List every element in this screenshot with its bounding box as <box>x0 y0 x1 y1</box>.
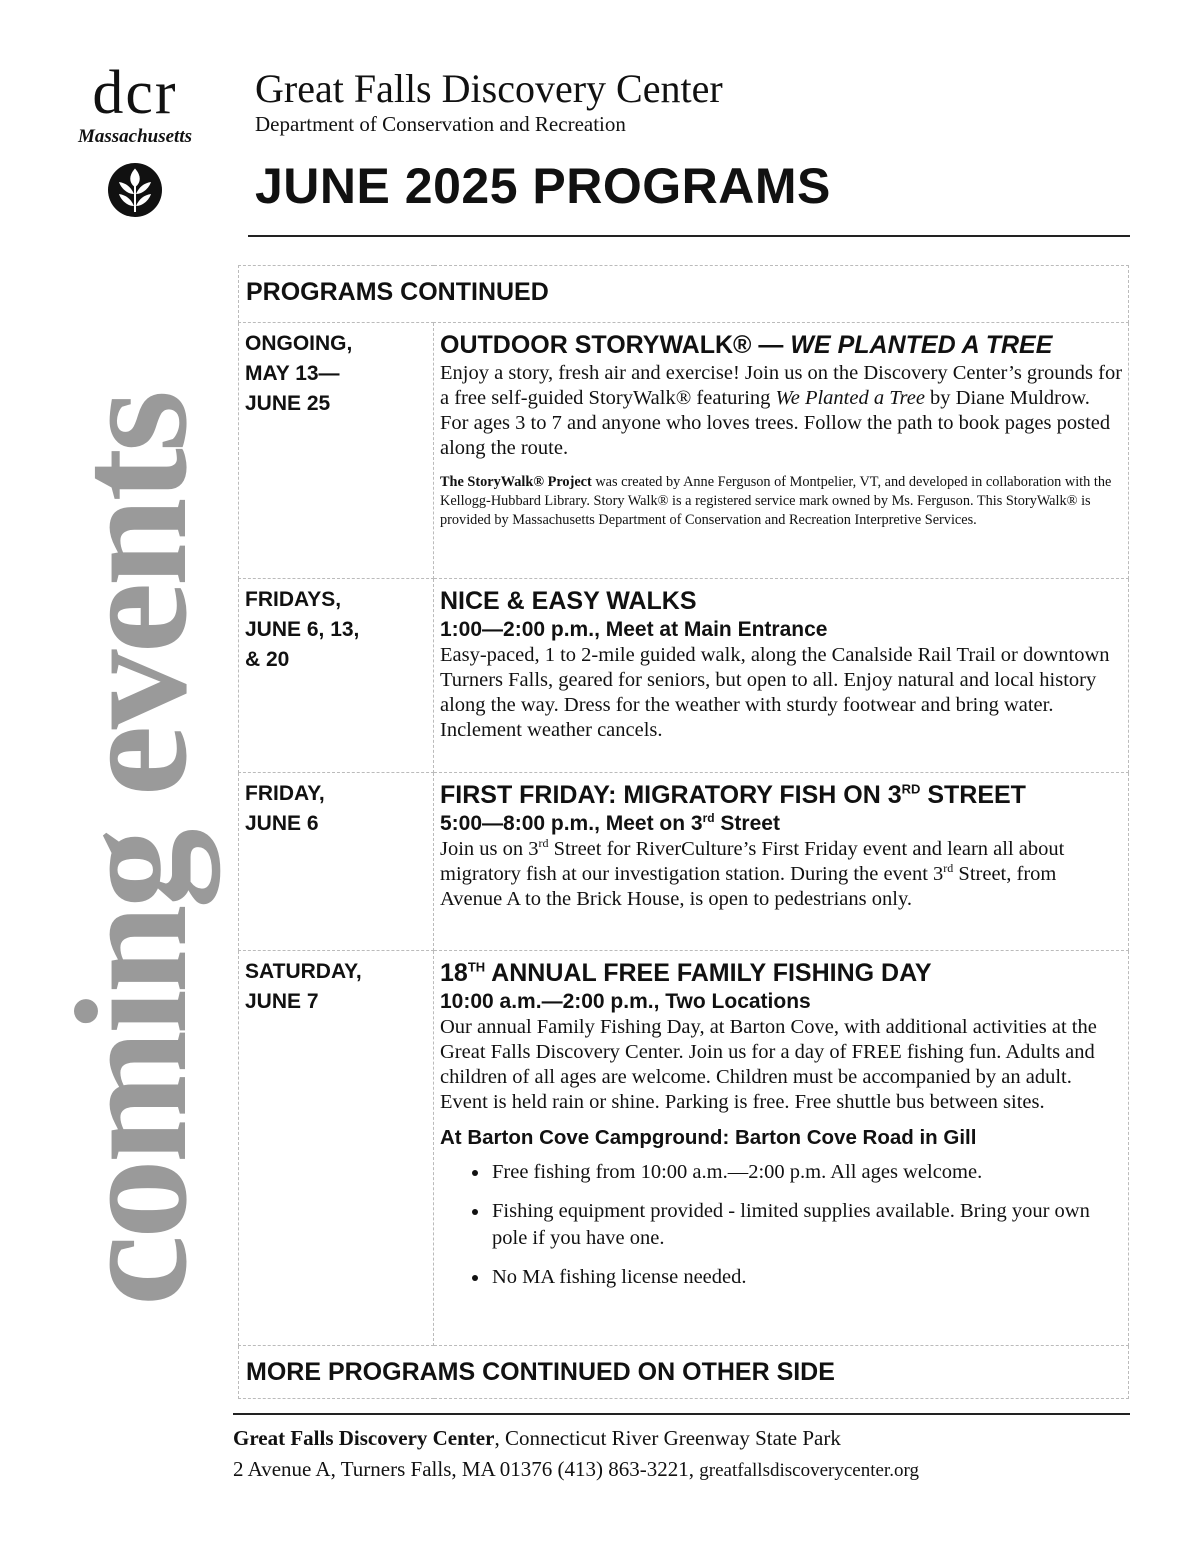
event-title: OUTDOOR STORYWALK® — WE PLANTED A TREE <box>440 331 1053 359</box>
event-date: FRIDAY, <box>245 782 325 805</box>
footer-website[interactable]: greatfallsdiscoverycenter.org <box>699 1460 919 1481</box>
event-date: JUNE 7 <box>245 990 319 1013</box>
org-name: Great Falls Discovery Center <box>255 66 723 111</box>
dcr-logo <box>50 59 220 218</box>
bullet-list <box>440 1159 1122 1291</box>
programs-table <box>238 265 1129 1399</box>
footer-divider <box>233 1413 1130 1415</box>
leaf-emblem-icon <box>107 162 163 218</box>
footer-address: 2 Avenue A, Turners Falls, MA 01376 (413) 863-3221, <box>233 1457 700 1481</box>
location-subheading: At Barton Cove Campground: Barton Cove Road in Gill <box>440 1126 977 1149</box>
header-divider <box>248 235 1130 237</box>
footer-org: Great Falls Discovery Center <box>233 1426 495 1450</box>
event-time: 10:00 a.m.—2:00 p.m., Two Locations <box>440 990 811 1013</box>
event-time: 1:00—2:00 p.m., Meet at Main Entrance <box>440 618 828 641</box>
event-date: FRIDAYS, <box>245 588 342 611</box>
table-row <box>239 323 1129 579</box>
event-date: SATURDAY, <box>245 960 362 983</box>
event-note: The StoryWalk® Project was created by Anne Ferguson of Montpelier, VT, and developed in collaboration with the Kellogg-Hubbard Library. Story Walk® is a registered service mark owned by Ms. Ferguson. This StoryWalk® is provided by Massachusetts Department of Conservation and Recreation Interpretive Services. <box>440 474 1112 528</box>
event-date: JUNE 6, 13, <box>245 618 360 641</box>
event-description: Join us on 3rd Street for RiverCulture’s First Friday event and learn all about migratory fish at our investigation station. During the event 3rd Street, from Avenue A to the Brick House, is open to pedestrians only. <box>440 836 1065 910</box>
main-content <box>233 265 1129 1486</box>
page-header <box>255 66 831 214</box>
event-description: Easy-paced, 1 to 2-mile guided walk, along the Canalside Rail Trail or downtown Turners Falls, geared for seniors, but open to all. Enjoy natural and local history along the way. Dress for the weather with sturdy footwear and bring water. Inclement weather cancels. <box>440 644 1110 741</box>
coming-events-label: coming events <box>42 393 220 1307</box>
list-item: • Fishing equipment provided - limited supplies available. Bring your own pole if you have one. <box>490 1198 1122 1252</box>
list-item: • No MA fishing license needed. <box>490 1264 1122 1291</box>
event-date: JUNE 6 <box>245 812 319 835</box>
department: Department of Conservation and Recreation <box>255 112 626 136</box>
event-description: Enjoy a story, fresh air and exercise! Join us on the Discovery Center’s grounds for a free self-guided StoryWalk® featuring We Planted a Tree by Diane Muldrow. For ages 3 to 7 and anyone who loves trees. Follow the path to book pages posted along the route. <box>440 362 1123 459</box>
logo-mark: dcr <box>92 59 178 127</box>
page-footer <box>233 1423 1129 1486</box>
event-time: 5:00—8:00 p.m., Meet on 3rd Street <box>440 811 780 835</box>
table-footer: MORE PROGRAMS CONTINUED ON OTHER SIDE <box>246 1358 835 1386</box>
table-row <box>239 579 1129 773</box>
event-description: Our annual Family Fishing Day, at Barton Cove, with additional activities at the Great Falls Discovery Center. Join us for a day of FREE fishing fun. Adults and children of all ages are welcome. Children must be accompanied by an adult. Event is held rain or shine. Parking is free. Free shuttle bus between sites. <box>440 1016 1097 1113</box>
table-row <box>239 951 1129 1346</box>
event-date: MAY 13— <box>245 362 340 385</box>
event-date: JUNE 25 <box>245 392 331 415</box>
event-title: FIRST FRIDAY: MIGRATORY FISH ON 3RD STREET <box>440 781 1026 809</box>
table-header: PROGRAMS CONTINUED <box>246 278 549 306</box>
logo-state: Massachusetts <box>77 126 193 147</box>
event-date: ONGOING, <box>245 332 353 355</box>
table-row <box>239 773 1129 951</box>
event-title: 18TH ANNUAL FREE FAMILY FISHING DAY <box>440 959 932 987</box>
event-title: NICE & EASY WALKS <box>440 587 697 615</box>
list-item: • Free fishing from 10:00 a.m.—2:00 p.m. All ages welcome. <box>490 1159 1122 1186</box>
event-date: & 20 <box>245 648 290 671</box>
page-title: JUNE 2025 PROGRAMS <box>255 158 831 214</box>
footer-park: , Connecticut River Greenway State Park <box>494 1426 841 1450</box>
